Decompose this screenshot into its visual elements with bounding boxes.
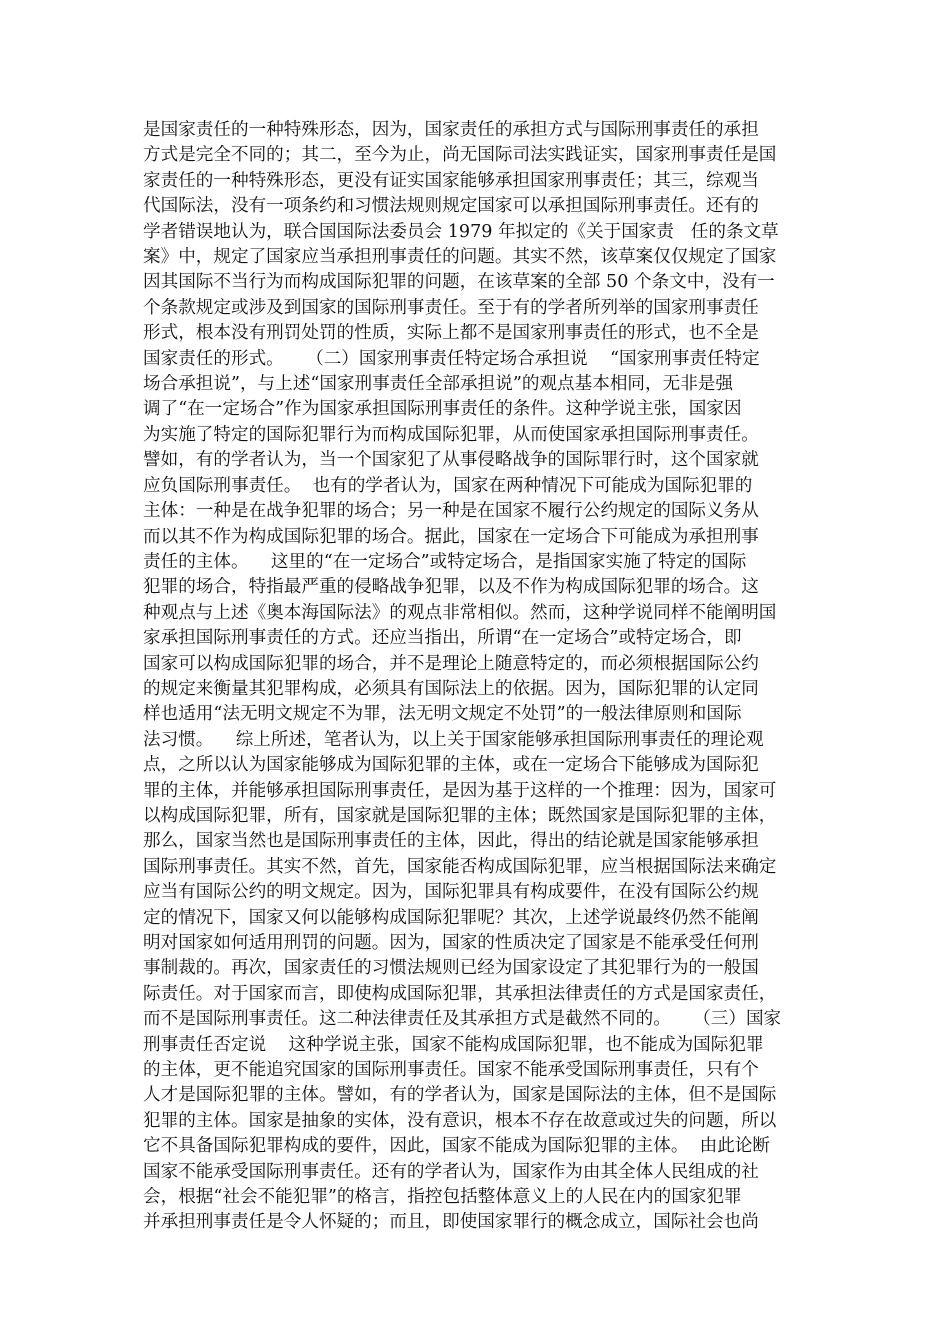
body-text: 是国家责任的一种特殊形态，因为，国家责任的承担方式与国际刑事责任的承担 方式是完全不同的；其二，至今为止，尚无国际司法实践证实，国家刑事责任是国 家责任的一种特殊形态，更没有证实国家能够承担国家刑事责任；其三，综观当 代国际法，没有一项条约和习惯法规则规定国家可以承担国际刑事责任。还有的 学者错误地认为，联合国国际法委员会 1979 年拟定的《关于国家责 任的条文草 案》中，规定了国家应当承担刑事责任的问题。其实不然，该草案仅仅规定了国家 因其国际不当行为而构成国际犯罪的问题，在该草案的全部 50 个条文中，没有一 个条款规定或涉及到国家的国际刑事责任。至于有的学者所列举的国家刑事责任 形式，根本没有刑罚处罚的性质，实际上都不是国家刑事责任的形式，也不全是 国家责任的形式。 （二）国家刑事责任特定场合承担说 “国家刑事责任特定 场合承担说”，与上述“国家刑事责任全部承担说”的观点基本相同，无非是强 调了“在一定场合”作为国家承担国际刑事责任的条件。这种学说主张，国家因 为实施了特定的国际犯罪行为而构成国际犯罪，从而使国家承担国际刑事责任。 譬如，有的学者认为，当一个国家犯了从事侵略战争的国际罪行时，这个国家就 应负国际刑事责任。 也有的学者认为，国家在两种情况下可能成为国际犯罪的 主体：一种是在战争犯罪的场合；另一种是在国家不履行公约规定的国际义务从 而以其不作为构成国际犯罪的场合。据此，国家在一定场合下可能成为承担刑事 责任的主体。 这里的“在一定场合”或特定场合，是指国家实施了特定的国际 犯罪的场合，特指最严重的侵略战争犯罪，以及不作为构成国际犯罪的场合。这 种观点与上述《奥本海国际法》的观点非常相似。然而，这种学说同样不能阐明国 家承担国际刑事责任的方式。还应当指出，所谓“在一定场合”或特定场合，即 国家可以构成国际犯罪的场合，并不是理论上随意特定的，而必须根据国际公约 的规定来衡量其犯罪构成，必须具有国际法上的依据。因为，国际犯罪的认定同 样也适用“法无明文规定不为罪，法无明文规定不处罚”的一般法律原则和国际 法习惯。 综上所述，笔者认为，以上关于国家能够承担国际刑事责任的理论观 点，之所以认为国家能够成为国际犯罪的主体，或在一定场合下能够成为国际犯 罪的主体，并能够承担国际刑事责任，是因为基于这样的一个推理：因为，国家可 以构成国际犯罪，所有，国家就是国际犯罪的主体；既然国家是国际犯罪的主体， 那么，国家当然也是国际刑事责任的主体，因此，得出的结论就是国家能够承担 国际刑事责任。其实不然，首先，国家能否构成国际犯罪，应当根据国际法来确定 应当有国际公约的明文规定。因为，国际犯罪具有构成要件，在没有国际公约规 定的情况下，国家又何以能够构成国际犯罪呢？其次，上述学说最终仍然不能阐 明对国家如何适用刑罚的问题。因为，国家的性质决定了国家是不能承受任何刑 事制裁的。再次，国家责任的习惯法规则已经为国家设定了其犯罪行为的一般国 际责任。对于国家而言，即使构成国际犯罪，其承担法律责任的方式是国家责任， 而不是国际刑事责任。这二种法律责任及其承担方式是截然不同的。 （三）国家 刑事责任否定说 这种学说主张，国家不能构成国际犯罪，也不能成为国际犯罪 的主体，更不能追究国家的国际刑事责任。国家不能承受国际刑事责任，只有个 人才是国际犯罪的主体。譬如，有的学者认为，国家是国际法的主体，但不是国际 犯罪的主体。国家是抽象的实体，没有意识，根本不存在故意或过失的问题，所以 它不具备国际犯罪构成的要件，因此，国家不能成为国际犯罪的主体。 由此论断 国家不能承受国际刑事责任。还有的学者认为，国家作为由其全体人民组成的社 会，根据“社会不能犯罪”的格言，指控包括整体意义上的人民在内的国家犯罪 并承担刑事责任是令人怀疑的；而且，即使国家罪行的概念成立，国际社会也尚 [143,120,782,1233]
